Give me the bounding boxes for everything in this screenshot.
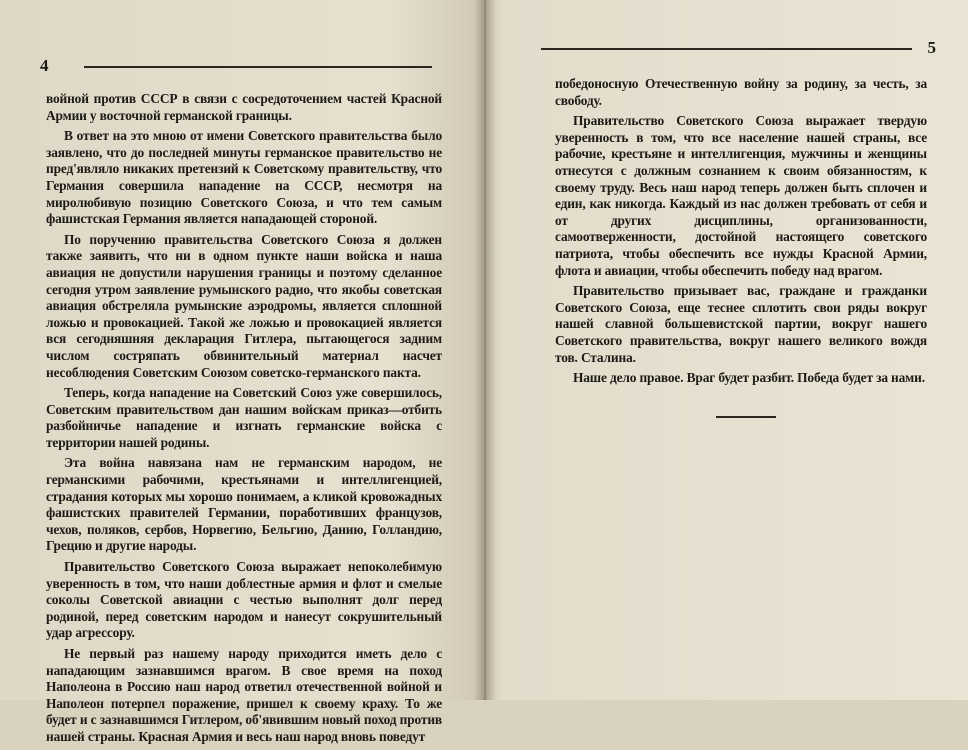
header-rule	[84, 66, 432, 68]
paragraph: По поручению правительства Советского Союза я должен также заявить, что ни в одном пункте наши войска и наша авиация не допустили нарушения границы и поэтому сделанное сегодня утром заявление румынского радио, что якобы советская авиация обстреляла румынские аэродромы, является сплошной ложью и провокацией. Такой же ложью и провокацией является вся сегодняшняя декларация Гитлера, пытающегося задним числом состряпать обвинительный материал насчет несоблюдения Советским Союзом советско-германского пакта.	[46, 231, 442, 380]
paragraph: Правительство призывает вас, граждане и гражданки Советского Союза, еще теснее сплотить свои ряды вокруг нашей славной большевистской партии, вокруг нашего Советского правительства, вокруг нашего великого вождя тов. Сталина.	[555, 283, 927, 365]
paragraph: победоносную Отечественную войну за родину, за честь, за свободу.	[555, 76, 927, 108]
left-page-header	[40, 56, 440, 76]
paragraph: Эта война навязана нам не германским народом, не германскими рабочими, крестьянами и интеллигенцией, страдания которых мы хорошо понимаем, а кликой кровожадных фашистских правителей Германии, поработивших французов, чехов, поляков, сербов, Норвегию, Бельгию, Данию, Голландию, Грецию и другие народы.	[46, 455, 442, 554]
header-rule	[541, 48, 912, 50]
left-page-text	[46, 91, 442, 750]
left-page	[0, 0, 484, 744]
paragraph: войной против СССР в связи с сосредоточением частей Красной Армии у восточной германской границы.	[46, 91, 442, 123]
paragraph: Наше дело правое. Враг будет разбит. Победа будет за нами.	[573, 370, 925, 386]
right-page-text	[555, 76, 927, 391]
page-number: 4	[40, 56, 49, 75]
paragraph: Теперь, когда нападение на Советский Союз уже совершилось, Советским правительством дан нашим войскам приказ—отбить разбойничье нападение и изгнать германские войска с территории нашей родины.	[46, 385, 442, 450]
paragraph: Правительство Советского Союза выражает твердую уверенность в том, что все население нашей страны, все рабочие, крестьяне и интеллигенция, мужчины и женщины отнесутся с должным сознанием к своим обязанностям, к своему труду. Весь наш народ теперь должен быть сплочен и един, как никогда. Каждый из нас должен требовать от себя и от других дисциплины, организованности, самоотверженности, достойной настоящего советского патриота, чтобы обеспечить все нужды Красной Армии, флота и авиации, чтобы обеспечить победу над врагом.	[555, 113, 927, 278]
paragraph: Правительство Советского Союза выражает непоколебимую уверенность в том, что наши доблестные армия и флот и смелые соколы Советской авиации с честью выполнят долг перед родиной, перед советским народом и нанесут сокрушительный удар агрессору.	[46, 559, 442, 641]
right-page-header	[541, 38, 936, 58]
paragraph: В ответ на это мною от имени Советского правительства было заявлено, что до последней минуты германское правительство не пред'являло никаких претензий к Советскому правительству, что Германия совершила нападение на СССР, несмотря на миролюбивую позицию Советского Союза, и что тем самым фашистская Германия является нападающей стороной.	[46, 128, 442, 227]
right-page	[486, 0, 968, 700]
paragraph: Не первый раз нашему народу приходится иметь дело с нападающим зазнавшимся врагом. В свое время на поход Наполеона в Россию наш народ ответил отечественной войной и Наполеон потерпел поражение, пришел к своему краху. То же будет и с зазнавшимся Гитлером, об'явившим новый поход против нашей страны. Красная Армия и весь наш народ вновь поведут	[46, 646, 442, 744]
end-rule	[716, 416, 776, 418]
page-number: 5	[927, 38, 936, 57]
